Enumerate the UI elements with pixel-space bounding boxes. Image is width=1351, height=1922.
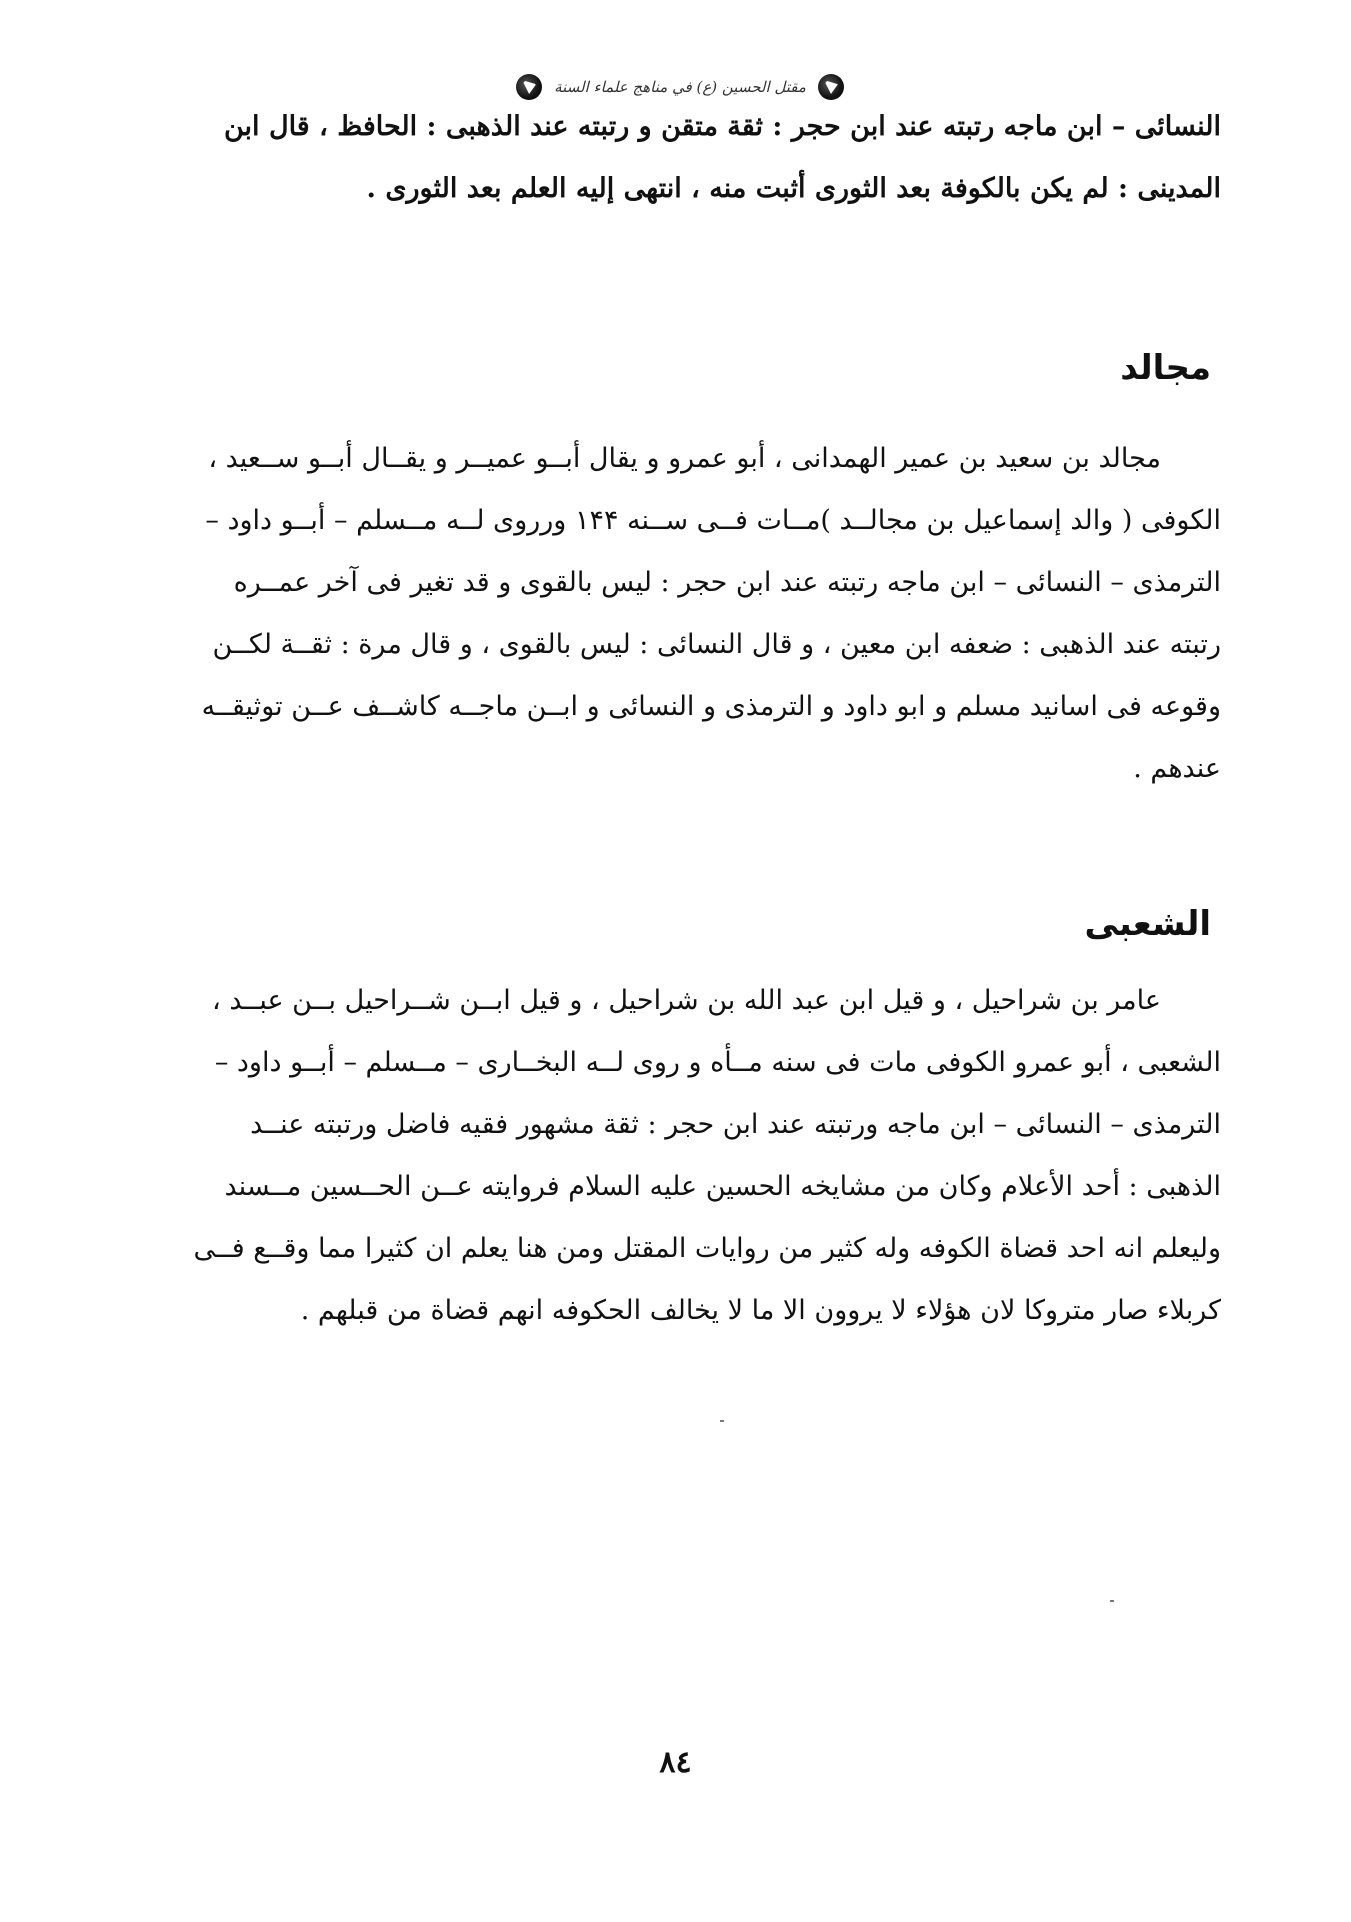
section-paragraph <box>131 970 1221 1342</box>
section-paragraph <box>131 428 1221 800</box>
text-line: عامر بن شراحیل ، و قیل ابن عبد الله بن شراحیل ، و قیل ابــن شــراحیل بــن عبــد ، <box>212 985 1161 1016</box>
text-line: عندهم . <box>1133 753 1221 784</box>
text-line: مجالد بن سعید بن عمیر الهمدانی ، أبو عمرو و یقال أبــو عمیــر و یقــال أبــو ســعید ، <box>208 443 1161 474</box>
text-line: وقوعه فی اسانید مسلم و ابو داود و الترمذی و النسائی و ابــن ماجــه کاشــف عــن توثیقــه <box>201 691 1221 722</box>
page-number: ٨٤ <box>659 1745 692 1780</box>
text-line: الشعبی ، أبو عمرو الکوفی مات فی سنه مــأه و روی لــه البخــاری – مــسلم – أبــو داود – <box>214 1047 1221 1078</box>
text-line: المدینی : لم یکن بالکوفة بعد الثوری أثبت منه ، انتهی إلیه العلم بعد الثوری . <box>366 173 1221 204</box>
scan-speck <box>720 1420 724 1422</box>
text-line: الترمذی – النسائی – ابن ماجه رتبته عند ابن حجر : لیس بالقوی و قد تغیر فی آخر عمــره <box>233 567 1221 598</box>
text-line: الذهبی : أحد الأعلام وکان من مشایخه الحسین علیه السلام فروایته عــن الحــسین مــسند <box>224 1171 1221 1202</box>
text-line: الکوفی ( والد إسماعیل بن مجالــد )مــات فــی ســنه ۱۴۴ ورروی لــه مــسلم – أبــو داود – <box>205 505 1221 536</box>
text-line: رتبته عند الذهبی : ضعفه ابن معین ، و قال النسائی : لیس بالقوی ، و قال مرة : ثقــة لکــن <box>212 629 1221 660</box>
section-heading: مجالد <box>1120 348 1211 388</box>
text-line: ولیعلم انه احد قضاة الکوفه وله کثیر من روایات المقتل ومن هنا یعلم ان کثیرا مما وقــع فــی <box>193 1233 1221 1264</box>
text-line: الترمذی – النسائی – ابن ماجه ورتبته عند ابن حجر : ثقة مشهور فقیه فاضل ورتبته عنــد <box>250 1109 1221 1140</box>
intro-paragraph <box>131 96 1221 220</box>
text-line: کربلاء صار متروکا لان هؤلاء لا یروون الا ما لا یخالف الحکوفه انهم قضاة من قبلهم . <box>300 1295 1221 1326</box>
scan-speck <box>1110 1600 1114 1602</box>
text-line: النسائی – ابن ماجه رتبته عند ابن حجر : ثقة متقن و رتبته عند الذهبی : الحافظ ، قال ابن <box>223 111 1221 142</box>
section-heading: الشعبی <box>1084 904 1211 944</box>
running-title: مقتل الحسين (ع) في مناهج علماء السنة <box>554 78 806 96</box>
